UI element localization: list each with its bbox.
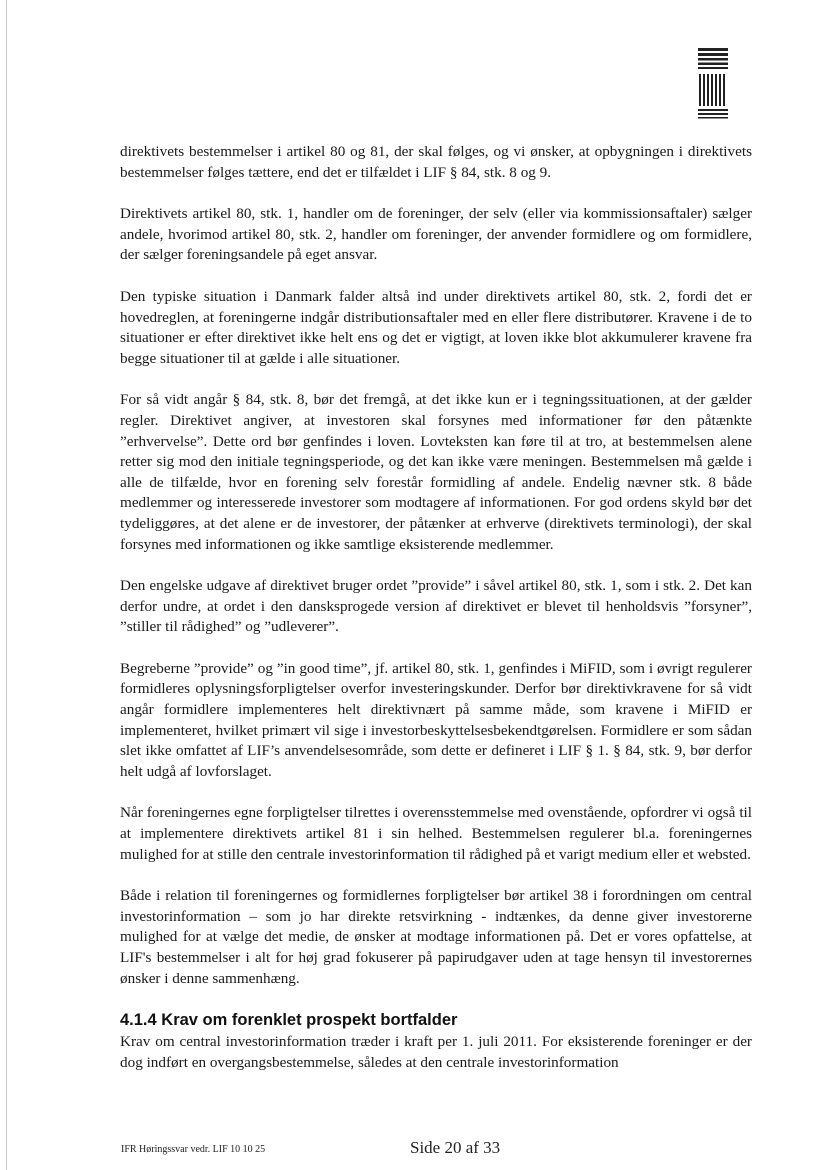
footer-page-number: Side 20 af 33 bbox=[410, 1138, 501, 1157]
paragraph: Direktivets artikel 80, stk. 1, handler om de foreninger, der selv (eller via kommissionsaftaler) sælger andele, hvorimod artikel 80, stk. 2, handler om foreninger, der anvender formidlere og om formidlere, der sælger foreningsandele på eget ansvar. bbox=[120, 205, 752, 264]
paragraph: For så vidt angår § 84, stk. 8, bør det fremgå, at det ikke kun er i tegningssituationen, at der gælder regler. Direktivet angiver, at investoren skal forsynes med informationer før den påtænkte ”erhvervelse”. Dette ord bør genfindes i loven. Lovteksten kan føre til at tro, at bestemmelsen alene retter sig mod den initiale tegningsperiode, og det kan ikke være meningen. Bestemmelsen må gælde i alle de tilfælde, hvor en forening selv forestår formidling af andele. Endelig nævner stk. 8 både medlemmer og interesserede investorer som modtagere af informationen. For god ordens skyld bør det tydeliggøres, at det alene er de investorer, der påtænker at erhverve (direktivets terminologi), der skal forsynes med informationen og ikke samtlige eksisterende medlemmer. bbox=[120, 391, 752, 553]
paragraph: direktivets bestemmelser i artikel 80 og 81, der skal følges, og vi ønsker, at opbygningen i direktivets bestemmelser følges tættere, end det er tilfældet i LIF § 84, stk. 8 og 9. bbox=[120, 143, 752, 181]
document-body bbox=[120, 142, 752, 1073]
paragraph: Når foreningernes egne forpligtelser tilrettes i overensstemmelse med ovenstående, opfordrer vi også til at implementere direktivets artikel 81 i sin helhed. Bestemmelsen regulerer bl.a. foreningernes mulighed for at stille den centrale investorinformation til rådighed på et varigt medium eller et websted. bbox=[120, 804, 752, 863]
page-edge-rule bbox=[6, 0, 7, 1170]
paragraph: Den typiske situation i Danmark falder altså ind under direktivets artikel 80, stk. 2, fordi det er hovedreglen, at foreningerne indgår distributionsaftaler med en eller flere distributører. Kravene i de to situationer er efter direktivet ikke helt ens og det er vigtigt, at loven ikke blot akkumulerer kravene fra begge situationer til at gælde i alle situationer. bbox=[120, 287, 752, 367]
section-heading: 4.1.4 Krav om forenklet prospekt bortfalder bbox=[120, 1011, 458, 1030]
section-paragraph: Krav om central investorinformation træder i kraft per 1. juli 2011. For eksisterende foreninger er der dog indført en overgangsbestemmelse, således at den centrale investorinformation bbox=[120, 1033, 752, 1071]
organization-logo-icon bbox=[698, 48, 728, 120]
paragraph: Den engelske udgave af direktivet bruger ordet ”provide” i såvel artikel 80, stk. 1, som i stk. 2. Det kan derfor undre, at ordet i den dansksprogede version af direktivet er blevet til henholdsvis ”forsyner”, ”stiller til rådighed” og ”udleverer”. bbox=[120, 577, 752, 636]
paragraph: Både i relation til foreningernes og formidlernes forpligtelser bør artikel 38 i forordningen om central investorinformation – som jo har direkte retsvirkning - indtænkes, da denne giver investorerne mulighed for at vælge det medie, de ønsker at modtage informationen på. Det er vores opfattelse, at LIF's bestemmelser i alt for høj grad fokuserer på papirudgaver uden at tage hensyn til investorernes ønsker i denne sammenhæng. bbox=[120, 887, 752, 987]
paragraph: Begreberne ”provide” og ”in good time”, jf. artikel 80, stk. 1, genfindes i MiFID, som i øvrigt regulerer formidleres oplysningsforpligtelser overfor investeringskunder. Derfor bør direktivkravene for så vidt angår formidlere implementeres helt direktivnært på samme måde, som kravene i MiFID er implementeret, hvilket primært vil sige i investorbeskyttelsesbekendtgørelsen. Formidlere er som sådan slet ikke omfattet af LIF’s anvendelsesområde, som dette er defineret i LIF § 1. § 84, stk. 9, bør derfor helt udgå af lovforslaget. bbox=[120, 659, 752, 780]
footer-document-reference: IFR Høringssvar vedr. LIF 10 10 25 bbox=[121, 1144, 266, 1155]
